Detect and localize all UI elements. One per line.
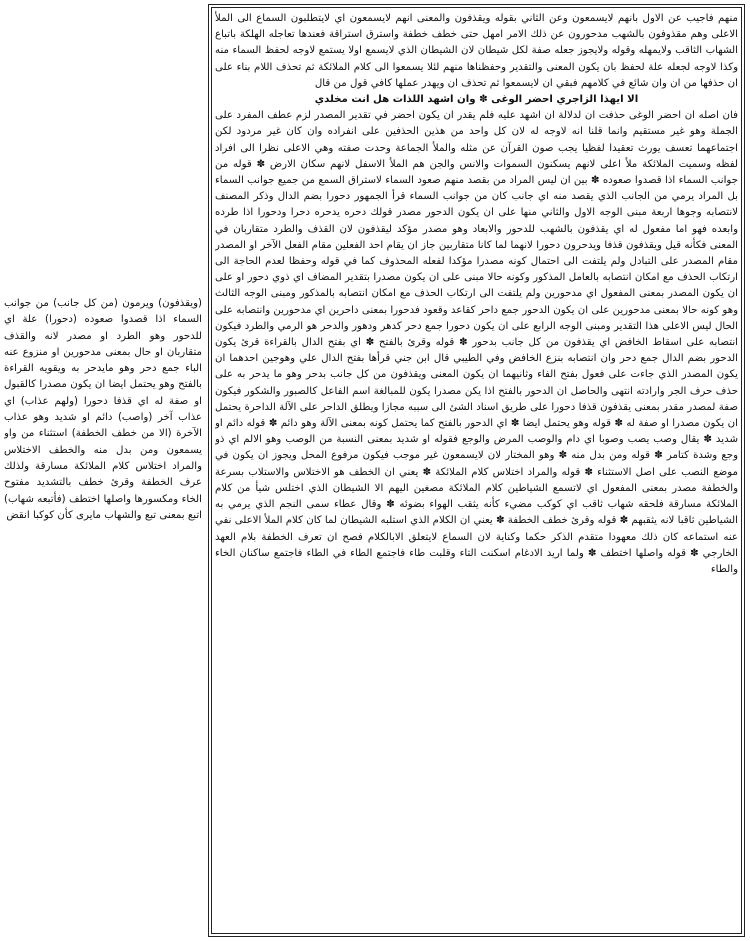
- margin-gloss: [4, 296, 202, 524]
- main-commentary: [215, 11, 738, 930]
- main-text-frame: [208, 4, 745, 937]
- margin-gloss-text: (ويقذفون) ويرمون (من كل جانب) من جوانب السماء اذا قصدوا صعوده (دحورا) علة اي للدحور وهو الطرد او مصدر لانه والقذف متقاربان او حال بمعنى مدحورين او منزوع عنه الباء جمع دحر وهو مايدحر به ويقويه القراءة بالفتح وهو يحتمل ايضا ان يكون مصدرا كالقبول او صفة له اي قذفا دحورا (ولهم عذاب) اي عذاب آخر (واصب) دائم او شديد وهو عذاب الآخرة (الا من خطف الخطفة) استثناء من واو يسمعون ومن بدل منه والخطف الاختلاس والمراد اختلاس كلام الملائكة مسارقة ولذلك عرف الخطفة وقرئ خطف بالتشديد مفتوح الخاء ومكسورها واصلها اختطف (فأتبعه شهاب) اتبع بمعنى تبع والشهاب مايرى كأن كوكبا انقض: [4, 298, 202, 521]
- main-paragraph-1: منهم فاجيب عن الاول بانهم لايسمعون وعن الثاني بقوله ويقذفون والمعنى انهم لايسمعون اي لايتطلبون السماع الى الملأ الاعلى وهم مقذوفون بالشهب مدحورون عن ذلك الامر امهل حتى خطف خطفة واسترق استراقة فعندها تعاجله الهلكة باتباع الشهاب الثاقب ولايمهله وقوله ولايجوز جعله صفة لكل شيطان لان الشيطان الذي لايسمع اولا يستمع لاوجه لحفظ السماء منه وكذا لاوجه لجعله علة لحفظ بان يكون المعنى والتقدير وحفظناها منهم لئلا يسمعوا الى كلام الملائكة ثم تحذف اللام بناء على ان حذفها من ان وان شائع في كلامهم فبقي ان لايسمعوا ثم تحذف ان ويهدر عملها كافي قول من قال: [215, 13, 738, 89]
- main-paragraph-2: فان اصله ان احضر الوغى حذفت ان لدلالة ان اشهد عليه فلم يقدر ان يكون احضر في تقدير المصدر لزم عطف المفرد على الجملة وهو غير مستقيم وانما قلنا انه لاوجه له لان كل واحد من هذين الحذفين على انفراده وان كان غير مردود لكن اجتماعهما تعسف يورث تعقيدا لفظيا يجب صون القرآن عن مثله والملأ الجماعة وحدت صفته وهي الاعلى نظرا الى افراد لفظه وسميت الملائكة ملأ اعلى لانهم يسكنون السموات والانس والجن هم الملأ الاسفل لانهم سكان الارض ✽ قوله من جوانب السماء اذا قصدوا صعوده ✽ بين ان ليس المراد من بقصد منهم صعود السماء لاستراق السمع من جميع جوانب السماء بل المراد يرمي من الجانب الذي يقصد منه اي جانب كان من جوانب السماء قرأ الجمهور دحورا بضم الدال وذكر المصنف لانتصابه وجوها اربعة مبنى الوجه الاول والثاني منها على ان يكون الدحور مصدر قولك دحره يدحره دحرا ودحورا اذا طرده وابعده فهو اما مفعول له اي يقذفون بالشهب للدحور والابعاد وهو مصدر مؤكد ليقذفون لان القذف والطرد متقاربان في المعنى فكأنه قيل ويقذفون قذفا ويدحرون دحورا لانهما لما كانا متقاربين جاز ان يقام احد الفعلين مقام الفعل الآخر او المصدر مقام المصدر على التبادل ولم يلتفت الى احتمال كونه مصدرا مؤكدا لفعله المحذوف كما في قوله وحفظا لعدم الحاجة الى ارتكاب الحذف مع امكان انتصابه بالعامل المذكور وكونه حالا مبنى على ان يكون مصدرا بتقدير المضاف اي ذوي دحور او على ان يكون المصدر بمعنى المفعول اي مدحورين ولم يلتفت الى ارتكاب الحذف مع امكان انتصابه بالمذكور ومبنى الوجه الثالث وهو كونه حالا بمعنى مدحورين على ان يكون الدحور جمع داحر كقاعد وقعود فدحورا بمعنى داحرين اي مدحورين وانتصابه على الحال ليس الاعلى هذا التقدير ومبنى الوجه الرابع على ان يكون دحورا جمع دحر كدهر ودهور والدحر هو الرمي والطرد فيكون انتصابه على اسقاط الخافض اي يقذفون من كل جانب بدحور ✽ قوله وقرئ بالفتح ✽ اي بفتح الدال بالقراءة قرئ يكون الدحور بضم الدال جمع دحر وان انتصابه بنزع الخافض وفي الطيبي قال ابن جني قرأها بفتح الدال علي وهوجين احدهما ان يكون المصدر الذي جاءت على فعول بفتح الفاء وثانيهما ان يكون المعنى ويقذفون من كل جانب بدحر وهو ما يدحر به على حذف حرف الجر وارادته انتهى والحاصل ان الدحور بالفتح اذا يكن مصدرا يكون للمبالغة اسم الفاعل كالصبور والشكور فيكون صفة لمصدر مقدر بمعنى يقذفون قذفا دحورا على طريق اسناد الشئ الى سببه مجازا ويطلق الداحر على الآلة الداحرة يحتمل ان يكون مصدرا او صفة له ✽ قوله وهو يحتمل ايضا ✽ اي الدحور بالفتح كما يحتمل كونه بمعنى الآلة وهو دائم ✽ قوله دائم او شديد ✽ يقال وصب يصب وصوبا اي دام والوصب المرض والوجع فقوله او شديد بمعنى النسبة من الوصب وهو الالم اي ذو وجع وشدة كتامر ✽ قوله ومن بدل منه ✽ وهو المختار لان لايسمعون غير موجب فيكون مرفوع المحل ويجوز ان يكون في موضع النصب على اصل الاستثناء ✽ قوله والمراد اختلاس كلام الملائكة ✽ يعني ان الخطف هو الاختلاس والاستلاب بسرعة والخطفة مصدر بمعنى المفعول اي لاتسمع الشياطين كلام الملائكة مصغين اليهم الا الشيطان الذي اختلس شيأ من كلام الملائكة مسارقة فلحقه شهاب ثاقب اي كوكب مضيء كأنه يثقب الهواء بضوئه ✽ وقال عطاء سمى النجم الذي يرمي به الشياطين ثاقبا لانه يثقبهم ✽ قوله وقرئ خطف الخطفة ✽ يعني ان الكلام الذي استلبه الشيطان لما كان كلام الملأ الاعلى نفي عنه استماعه كان ذلك معهودا متقدم الذكر حكما وكناية لان السماع لايتعلق الابالكلام فصح ان تعرف الخطفة بلام العهد الخارجي ✽ قوله واصلها اختطف ✽ ولما اريد الادغام اسكنت التاء وقلبت طاء فاجتمع الطاء في الطاء فاجتمع ساكنان الخاء والطاء: [215, 110, 738, 575]
- poetry-verse: الا ايهذا الزاجري احضر الوغى ✽ وان اشهد اللذات هل انت مخلدي: [314, 94, 639, 106]
